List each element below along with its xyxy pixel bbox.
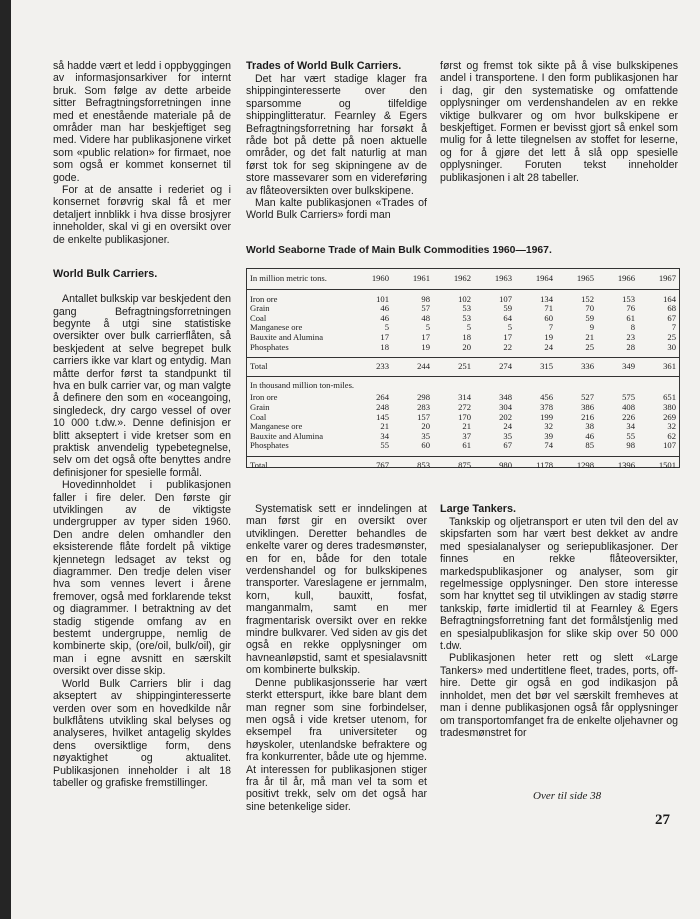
year-header: 1965 xyxy=(556,269,597,289)
section-heading: World Bulk Carriers. xyxy=(53,268,158,281)
value-cell: 378 xyxy=(540,401,553,412)
value-cell: 25 xyxy=(667,331,676,342)
value-cell: 21 xyxy=(585,331,594,342)
value-cell: 102 xyxy=(458,293,471,304)
value-cell: 17 xyxy=(421,331,430,342)
value-cell: 244 xyxy=(392,358,433,377)
row-label: Iron ore xyxy=(250,293,278,304)
row-label: Manganese ore xyxy=(250,421,303,432)
row-label: Total xyxy=(247,358,351,377)
value-cell: 1298 xyxy=(556,456,597,474)
value-cell: 269 xyxy=(663,411,676,422)
paragraph: Tankskip og oljetransport er uten tvil den del av skipsfarten som har vært best dekket av andre med spesialanalyser og seriepublikasjoner. Der finnes en rekke flåteoversikter, markedspublikasjoner og analyser, som gir regelmessige opplysninger. Den store interesse som har knyttet seg til utviklingen av stadig større tankskip, førte imidlertid til at Fearnley & Egers Befragtningsforretning fant det formålstjenlig med en spesialpublikasjon for slike skip over 50 000 t.dw. xyxy=(440,516,678,653)
value-cell: 85 xyxy=(585,440,594,451)
value-cell: 23 xyxy=(626,331,635,342)
value-cell: 24 xyxy=(503,421,512,432)
year-header: 1960 xyxy=(351,269,392,289)
value-cell: 456 xyxy=(540,392,553,403)
value-cell: 46 xyxy=(585,430,594,441)
page-edge xyxy=(0,0,11,919)
value-cell: 283 xyxy=(417,401,430,412)
value-cell: 107 xyxy=(663,440,676,451)
value-cell: 408 xyxy=(622,401,635,412)
value-cell: 64 xyxy=(503,312,512,323)
value-cell: 19 xyxy=(421,341,430,352)
value-cell: 32 xyxy=(667,421,676,432)
table-title: World Seaborne Trade of Main Bulk Commodities 1960—1967. xyxy=(246,245,552,256)
value-cell: 145 xyxy=(376,411,389,422)
value-cell: 35 xyxy=(421,430,430,441)
table-row xyxy=(247,314,679,324)
value-cell: 98 xyxy=(421,293,430,304)
table-row xyxy=(247,343,679,353)
value-cell: 248 xyxy=(376,401,389,412)
value-cell: 5 xyxy=(466,322,471,333)
row-label: Coal xyxy=(250,312,267,323)
value-cell: 380 xyxy=(663,401,676,412)
value-cell: 76 xyxy=(626,303,635,314)
year-header: 1962 xyxy=(433,269,474,289)
value-cell: 1178 xyxy=(515,456,556,474)
year-header: 1963 xyxy=(474,269,515,289)
value-cell: 164 xyxy=(663,293,676,304)
value-cell: 5 xyxy=(507,322,512,333)
value-cell: 1396 xyxy=(597,456,638,474)
page-number: 27 xyxy=(655,812,670,828)
year-header: 1966 xyxy=(597,269,638,289)
value-cell: 5 xyxy=(384,322,389,333)
row-label: Total xyxy=(247,456,351,474)
table-row xyxy=(247,441,679,451)
paragraph: Hovedinnholdet i publikasjonen faller i fire deler. Den første gir utviklingen av de viktigste undergrupper av typer siden 1960. Den andre delen omhandler den eksisterende flåte fordelt på viktige kjennetegn ledsaget av tekst og diagrammer. Den tredje delen viser hva som vennes levert i årene fremover, også med forklarende tekst og diagrammer. I betraktning av det stadig stigende omfang av en bestemt undergruppe, nemlig de kombinerte skip, (ore/oil, bulk/oil), gir man i egne avsnitt en særskilt oversikt over disse skip. xyxy=(53,479,231,678)
value-cell: 152 xyxy=(581,293,594,304)
value-cell: 28 xyxy=(626,341,635,352)
value-cell: 18 xyxy=(462,331,471,342)
column-1 xyxy=(53,60,231,789)
paragraph: Denne publikasjonsserie har vært sterkt etterspurt, ikke bare blant dem man regner som sine forbindelser, men også i vide kretser utenom, for eksempel fra universiteter og høyskoler, utenlandske befraktere og fra konkurrenter, både ute og hjemme. At interessen for publikasjonen stiger fra år til år, må man vel ta som et positivt trekk, selv om det også har sine betenkelige sider. xyxy=(246,676,427,813)
value-cell: 32 xyxy=(544,421,553,432)
value-cell: 17 xyxy=(503,331,512,342)
value-cell: 53 xyxy=(462,303,471,314)
value-cell: 651 xyxy=(663,392,676,403)
value-cell: 30 xyxy=(667,341,676,352)
value-cell: 38 xyxy=(585,421,594,432)
value-cell: 71 xyxy=(544,303,553,314)
value-cell: 19 xyxy=(544,331,553,342)
table-header-row xyxy=(247,269,679,289)
value-cell: 216 xyxy=(581,411,594,422)
column-3-bottom xyxy=(440,503,678,739)
value-cell: 18 xyxy=(380,341,389,352)
year-header: 1967 xyxy=(638,269,679,289)
value-cell: 101 xyxy=(376,293,389,304)
value-cell: 251 xyxy=(433,358,474,377)
value-cell: 7 xyxy=(671,322,676,333)
value-cell: 134 xyxy=(540,293,553,304)
value-cell: 34 xyxy=(380,430,389,441)
value-cell: 315 xyxy=(515,358,556,377)
value-cell: 348 xyxy=(499,392,512,403)
value-cell: 272 xyxy=(458,401,471,412)
value-cell: 67 xyxy=(667,312,676,323)
value-cell: 853 xyxy=(392,456,433,474)
paragraph: Antallet bulkskip var beskjedent den gang Befragtningsforretningen begynte å utgi sine statistiske oversikter over bulk carrierflåten, så beskjedent at selve begrepet bulk carriers ikke var klart og entydig. Man måtte derfor først ta standpunkt til hva en bulk carrier var, og man valgte å definere den som en «oceangoing, singledeck, dry cargo vessel of over 10 000 t.dw.». Denne definisjon er blitt akseptert i vide kretser som en praktisk anvendelig typebetegnelse, selv om det også ofte benyttes andre definisjoner for spesielle formål. xyxy=(53,293,232,479)
value-cell: 1501 xyxy=(638,456,679,474)
value-cell: 61 xyxy=(462,440,471,451)
value-cell: 349 xyxy=(597,358,638,377)
paragraph: World Bulk Carriers blir i dag akseptert av shippinginteresserte verden over som en hovedkilde når bulkflåtens utvikling skal belyses og analyseres, hvilket antagelig skyldes dens oversiktlige form, dens nøyaktighet og aktualitet. Publikasjonen inneholder i alt 18 tabeller og grafiske fremstillinger. xyxy=(53,677,231,789)
value-cell: 527 xyxy=(581,392,594,403)
value-cell: 274 xyxy=(474,358,515,377)
value-cell: 226 xyxy=(622,411,635,422)
value-cell: 25 xyxy=(585,341,594,352)
value-cell: 74 xyxy=(544,440,553,451)
paragraph: Systematisk sett er inndelingen at man først gir en oversikt over utviklingen. Deretter behandles de enkelte varer og deres tradesmønster, en for en, både for den totale verdenshandel og for bulkskipenes transporter. Vareslagene er jernmalm, korn, kull, bauxitt, fosfat, manganmalm, samt en mer fragmentarisk oversikt over en rekke mindre bulkvarer. Ved siden av gis det også en rekke opplysninger om havneanløpstid, samt et spesialavsnitt om kombinerte bulkskip. xyxy=(246,503,427,677)
value-cell: 17 xyxy=(380,331,389,342)
value-cell: 264 xyxy=(376,392,389,403)
year-header: 1964 xyxy=(515,269,556,289)
row-label: Grain xyxy=(250,401,270,412)
value-cell: 5 xyxy=(425,322,430,333)
value-cell: 60 xyxy=(544,312,553,323)
paragraph: først og fremst tok sikte på å vise bulkskipenes andel i transportene. I den form publikasjonen har i dag, gir den systematiske og omfattende opplysninger om verdenshandelen av en rekke viktige bulkvarer og om hvor bulkskipene er beskjeftiget. Formen er bevisst gjort så enkel som mulig for å lette tilegnelsen av stoffet for leserne, og for å gjøre det lett å slå opp spesielle opplysninger. Foruten tekst inneholder publikasjonen i alt 28 tabeller. xyxy=(440,60,678,184)
paragraph: så hadde vært et ledd i oppbyggingen av informasjonsarkiver for internt bruk. Som følge av dette arbeide sitter Befragtningsforretningen inne med et enestående materiale på de områder man har beskjeftiget seg med. Videre har publikasjonene virket som «public relation» for firmaet, noe som også er kommet konsernet til gode. xyxy=(53,60,231,184)
value-cell: 298 xyxy=(417,392,430,403)
value-cell: 59 xyxy=(503,303,512,314)
value-cell: 35 xyxy=(503,430,512,441)
value-cell: 20 xyxy=(421,421,430,432)
value-cell: 980 xyxy=(474,456,515,474)
value-cell: 233 xyxy=(351,358,392,377)
row-label: Manganese ore xyxy=(250,322,303,333)
value-cell: 62 xyxy=(667,430,676,441)
value-cell: 68 xyxy=(667,303,676,314)
value-cell: 170 xyxy=(458,411,471,422)
column-2-bottom xyxy=(246,503,427,813)
total-row xyxy=(247,456,679,474)
value-cell: 202 xyxy=(499,411,512,422)
value-cell: 60 xyxy=(421,440,430,451)
paragraph: For at de ansatte i rederiet og i konsernet forøvrig skal få et mer detaljert innblikk i hva disse brosjyrer inneholder, skal vi gi en oversikt over de enkelte publikasjoner. xyxy=(53,184,231,246)
paragraph: Man kalte publikasjonen «Trades of World Bulk Carriers» fordi man xyxy=(246,197,427,222)
value-cell: 9 xyxy=(589,322,594,333)
row-label: Bauxite and Alumina xyxy=(250,331,324,342)
value-cell: 48 xyxy=(421,312,430,323)
value-cell: 37 xyxy=(462,430,471,441)
value-cell: 361 xyxy=(638,358,679,377)
total-row xyxy=(247,358,679,377)
row-label: Phosphates xyxy=(250,341,289,352)
section-header-row xyxy=(247,376,679,393)
value-cell: 314 xyxy=(458,392,471,403)
value-cell: 55 xyxy=(626,430,635,441)
row-label: Coal xyxy=(250,411,267,422)
unit-label: In million metric tons. xyxy=(247,269,351,289)
value-cell: 53 xyxy=(462,312,471,323)
value-cell: 575 xyxy=(622,392,635,403)
value-cell: 57 xyxy=(421,303,430,314)
value-cell: 767 xyxy=(351,456,392,474)
value-cell: 157 xyxy=(417,411,430,422)
year-header: 1961 xyxy=(392,269,433,289)
value-cell: 7 xyxy=(548,322,553,333)
commodities-table xyxy=(246,268,680,468)
value-cell: 21 xyxy=(462,421,471,432)
value-cell: 24 xyxy=(544,341,553,352)
value-cell: 46 xyxy=(380,303,389,314)
value-cell: 20 xyxy=(462,341,471,352)
value-cell: 875 xyxy=(433,456,474,474)
value-cell: 61 xyxy=(626,312,635,323)
value-cell: 34 xyxy=(626,421,635,432)
row-label: Bauxite and Alumina xyxy=(250,430,324,441)
value-cell: 67 xyxy=(503,440,512,451)
row-label: Phosphates xyxy=(250,440,289,451)
row-label: Grain xyxy=(250,303,270,314)
value-cell: 22 xyxy=(503,341,512,352)
column-2-top xyxy=(246,60,427,222)
paragraph: Det har vært stadige klager fra shippinginteresserte over den sparsomme og tilfeldige shippinglitteratur. Fearnley & Egers Befragtningsforretning har forsøkt å råde bot på dette på noen aktuelle områder, og det falt naturlig at man først tok for seg skipningene av de store massevarer som en videreføring av flåteoversikten over bulkskipene. xyxy=(246,73,427,197)
row-label: Iron ore xyxy=(250,392,278,403)
value-cell: 59 xyxy=(585,312,594,323)
value-cell: 8 xyxy=(630,322,635,333)
value-cell: 55 xyxy=(380,440,389,451)
value-cell: 336 xyxy=(556,358,597,377)
value-cell: 199 xyxy=(540,411,553,422)
value-cell: 304 xyxy=(499,401,512,412)
value-cell: 107 xyxy=(499,293,512,304)
section-heading: Large Tankers. xyxy=(440,503,517,515)
column-3-top xyxy=(440,60,678,184)
value-cell: 386 xyxy=(581,401,594,412)
paragraph: Publikasjonen heter rett og slett «Large Tankers» med undertitlene fleet, trades, ports, off-hire. Dette gir også en god indikasjon på innholdet, men det bør vel særskilt fremheves at man i denne publikasjonen også får opplysninger om transportomfanget fra de enkelte oljehavner og tradesmønstret for xyxy=(440,652,678,739)
value-cell: 153 xyxy=(622,293,635,304)
value-cell: 70 xyxy=(585,303,594,314)
value-cell: 39 xyxy=(544,430,553,441)
value-cell: 98 xyxy=(626,440,635,451)
unit-label: In thousand million ton-miles. xyxy=(250,379,355,390)
continued-note: Over til side 38 xyxy=(533,790,602,802)
value-cell: 46 xyxy=(380,312,389,323)
section-heading: Trades of World Bulk Carriers. xyxy=(246,60,402,72)
value-cell: 21 xyxy=(380,421,389,432)
